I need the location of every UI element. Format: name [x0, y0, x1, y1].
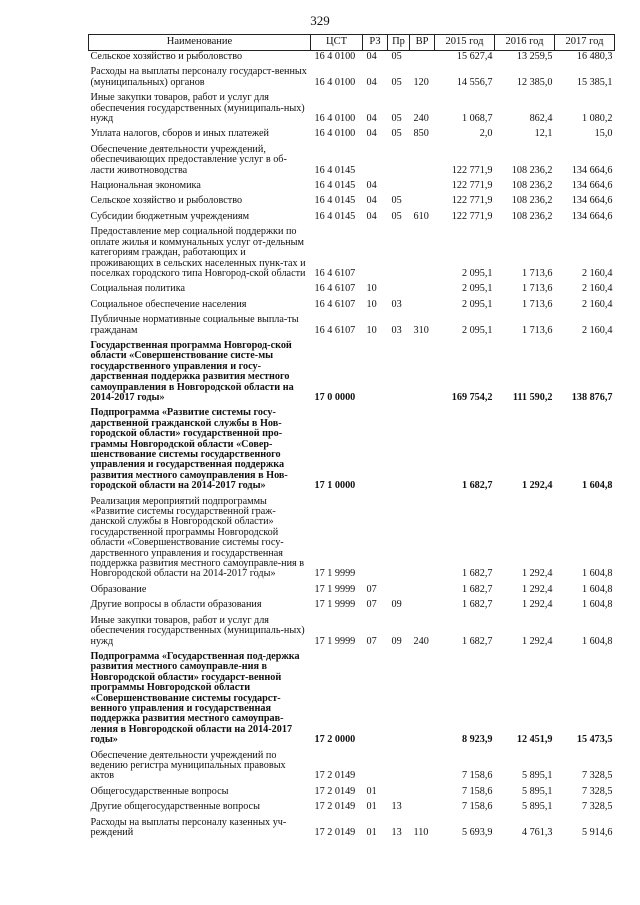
- row-pr-cell: 05: [391, 210, 402, 222]
- row-2016-cell: 1 292,4: [521, 583, 553, 595]
- row-2015-cell: 2,0: [479, 128, 493, 140]
- row-cst-cell: 16 4 6107: [314, 298, 356, 310]
- row-2017-cell: 7 328,5: [581, 801, 613, 813]
- table-row: [89, 649, 615, 748]
- row-pr-cell: 05: [391, 128, 402, 140]
- row-vr-cell: [410, 494, 435, 582]
- row-vr-cell: [410, 405, 435, 493]
- row-2015-cell: 2 095,1: [461, 267, 493, 279]
- row-2016-cell: 1 292,4: [521, 568, 553, 580]
- row-2017-cell: 134 664,6: [571, 210, 613, 222]
- row-name-cell: Расходы на выплаты персоналу казенных уч-реждений: [90, 816, 287, 838]
- table-row: [89, 582, 615, 597]
- column-header-2015: 2015 год: [435, 35, 495, 51]
- row-vr-cell: [410, 597, 435, 612]
- row-rz-cell: 07: [366, 635, 377, 647]
- table-row: [89, 90, 615, 126]
- row-rz-cell: 10: [366, 298, 377, 310]
- column-header-vr: ВР: [410, 35, 435, 51]
- row-2016-cell: 108 236,2: [511, 210, 553, 222]
- column-header-name: Наименование: [89, 35, 311, 51]
- row-2016-cell: 1 292,4: [521, 635, 553, 647]
- row-2017-cell: 1 080,2: [581, 113, 613, 125]
- row-2015-cell: 1 682,7: [461, 635, 493, 647]
- row-cst-cell: 17 1 9999: [314, 599, 356, 611]
- table-row: [89, 405, 615, 493]
- row-pr-cell: [388, 224, 410, 281]
- table-row: [89, 799, 615, 814]
- table-body: [89, 51, 615, 841]
- table-row: [89, 281, 615, 296]
- row-name-cell: Субсидии бюджетным учреждениям: [90, 210, 250, 222]
- row-rz-cell: 01: [366, 801, 377, 813]
- row-name-cell: Социальная политика: [90, 283, 186, 295]
- row-2016-cell: 1 713,6: [521, 298, 553, 310]
- row-2015-cell: 1 682,7: [461, 599, 493, 611]
- page-number: 329: [310, 13, 330, 28]
- row-2015-cell: 1 682,7: [461, 583, 493, 595]
- row-vr-cell: [410, 297, 435, 312]
- row-2016-cell: 1 713,6: [521, 283, 553, 295]
- table-row: [89, 224, 615, 281]
- row-name-cell: Расходы на выплаты персоналу государст-венных (муниципальных) органов: [90, 66, 307, 88]
- row-cst-cell: 16 4 0145: [314, 195, 356, 207]
- row-name-cell: Подпрограмма «Государственная под-держка развития местного самоуправле-ния в Новгородской области» государст-венной программы Новгородской области «Совершенствование системы государст-венного управления и государственная поддержка развития местного самоуправ-ления в Новгородской области на 2014-2017 годы»: [90, 650, 300, 746]
- row-cst-cell: 17 2 0000: [314, 734, 356, 746]
- row-2016-cell: 108 236,2: [511, 180, 553, 192]
- row-pr-cell: [388, 281, 410, 296]
- row-2017-cell: 1 604,8: [581, 599, 613, 611]
- row-cst-cell: 17 0 0000: [314, 391, 356, 403]
- row-vr-cell: 240: [413, 113, 429, 125]
- row-cst-cell: 16 4 0145: [314, 210, 356, 222]
- table-row: [89, 209, 615, 224]
- row-name-cell: Публичные нормативные социальные выпла-ты гражданам: [90, 314, 299, 336]
- row-2015-cell: 122 771,9: [451, 164, 493, 176]
- row-2016-cell: 13 259,5: [516, 51, 553, 62]
- row-pr-cell: [388, 649, 410, 748]
- row-name-cell: Сельское хозяйство и рыболовство: [90, 51, 243, 62]
- table-row: [89, 748, 615, 784]
- row-2016-cell: 1 292,4: [521, 599, 553, 611]
- row-cst-cell: 16 4 6107: [314, 267, 356, 279]
- row-pr-cell: 03: [391, 298, 402, 310]
- row-name-cell: Обеспечение деятельности учреждений, обеспечивающих предоставление услуг в об-ласти животноводства: [90, 143, 287, 176]
- row-name-cell: Иные закупки товаров, работ и услуг для обеспечения государственных (муниципаль-ных) нужд: [90, 614, 305, 647]
- row-2015-cell: 7 158,6: [461, 785, 493, 797]
- row-rz-cell: 04: [366, 180, 377, 192]
- row-2015-cell: 122 771,9: [451, 180, 493, 192]
- row-pr-cell: [388, 338, 410, 405]
- row-cst-cell: 16 4 0100: [314, 113, 356, 125]
- row-pr-cell: [388, 405, 410, 493]
- row-name-cell: Иные закупки товаров, работ и услуг для обеспечения государственных (муниципаль-ных) нужд: [90, 92, 305, 125]
- row-2017-cell: 2 160,4: [581, 283, 613, 295]
- row-cst-cell: 17 1 9999: [314, 635, 356, 647]
- row-rz-cell: [363, 224, 388, 281]
- row-2016-cell: 108 236,2: [511, 195, 553, 207]
- row-cst-cell: 17 2 0149: [314, 770, 356, 782]
- row-2016-cell: 108 236,2: [511, 164, 553, 176]
- column-header-pr: Пр: [388, 35, 410, 51]
- row-rz-cell: 04: [366, 113, 377, 125]
- row-2015-cell: 14 556,7: [456, 76, 493, 88]
- row-2015-cell: 1 682,7: [461, 480, 493, 492]
- row-name-cell: Другие общегосударственные вопросы: [90, 801, 260, 813]
- row-2017-cell: 15 385,1: [576, 76, 613, 88]
- row-pr-cell: [388, 784, 410, 799]
- row-cst-cell: 17 1 9999: [314, 583, 356, 595]
- table-row: [89, 64, 615, 90]
- row-cst-cell: 16 4 0145: [314, 180, 356, 192]
- table-row: [89, 784, 615, 799]
- row-2017-cell: 1 604,8: [581, 583, 613, 595]
- table-row: [89, 126, 615, 141]
- row-rz-cell: [363, 494, 388, 582]
- row-2016-cell: 5 895,1: [521, 801, 553, 813]
- row-vr-cell: 850: [413, 128, 429, 140]
- row-vr-cell: [410, 784, 435, 799]
- table-header-row: [89, 35, 615, 51]
- row-rz-cell: 01: [366, 785, 377, 797]
- row-name-cell: Государственная программа Новгород-ской области «Совершенствование систе-мы государственного управления и госу-дарственная поддержка развития местного самоуправления в Новгородской области на 2014-2017 годы»: [90, 339, 294, 403]
- row-rz-cell: 01: [366, 827, 377, 838]
- row-name-cell: Социальное обеспечение населения: [90, 298, 247, 310]
- row-2017-cell: 15 473,5: [576, 734, 613, 746]
- row-rz-cell: 04: [366, 76, 377, 88]
- row-2015-cell: 1 068,7: [461, 113, 493, 125]
- table-row: [89, 178, 615, 193]
- table-row: [89, 338, 615, 405]
- table-row: [89, 51, 615, 65]
- column-header-2017: 2017 год: [555, 35, 615, 51]
- row-cst-cell: 16 4 6107: [314, 324, 356, 336]
- row-name-cell: Образование: [90, 583, 147, 595]
- row-vr-cell: 610: [413, 210, 429, 222]
- row-2017-cell: 7 328,5: [581, 770, 613, 782]
- row-name-cell: Подпрограмма «Развитие системы госу-дарственной гражданской службы в Нов-городской области» государственной про-граммы Новгородской области «Совер-шенствование системы государственного управления и государственная поддержка развития местного самоуправления в Нов-городской области на 2014-2017 годы»: [90, 407, 288, 492]
- row-2015-cell: 122 771,9: [451, 195, 493, 207]
- row-vr-cell: [410, 193, 435, 208]
- column-header-2016: 2016 год: [495, 35, 555, 51]
- row-2015-cell: 15 627,4: [456, 51, 493, 62]
- row-pr-cell: 05: [391, 113, 402, 125]
- table-row: [89, 142, 615, 178]
- row-rz-cell: 04: [366, 210, 377, 222]
- row-name-cell: Обеспечение деятельности учреждений по ведению регистра муниципальных правовых актов: [90, 749, 286, 782]
- row-2015-cell: 2 095,1: [461, 283, 493, 295]
- row-2015-cell: 2 095,1: [461, 324, 493, 336]
- row-2015-cell: 7 158,6: [461, 770, 493, 782]
- row-2016-cell: 862,4: [529, 113, 553, 125]
- row-rz-cell: [363, 649, 388, 748]
- row-cst-cell: 17 1 0000: [314, 480, 356, 492]
- table-row: [89, 613, 615, 649]
- row-2016-cell: 5 895,1: [521, 770, 553, 782]
- row-pr-cell: [388, 142, 410, 178]
- row-2017-cell: 7 328,5: [581, 785, 613, 797]
- row-2017-cell: 134 664,6: [571, 164, 613, 176]
- row-vr-cell: [410, 281, 435, 296]
- row-pr-cell: 05: [391, 195, 402, 207]
- row-vr-cell: [410, 649, 435, 748]
- row-vr-cell: [410, 51, 435, 65]
- row-vr-cell: [410, 748, 435, 784]
- row-2017-cell: 134 664,6: [571, 180, 613, 192]
- row-pr-cell: [388, 178, 410, 193]
- row-pr-cell: [388, 582, 410, 597]
- row-2017-cell: 1 604,8: [581, 635, 613, 647]
- row-name-cell: Национальная экономика: [90, 180, 201, 192]
- row-pr-cell: 13: [391, 801, 402, 813]
- row-cst-cell: 16 4 0145: [314, 164, 356, 176]
- row-pr-cell: [388, 494, 410, 582]
- row-2016-cell: 111 590,2: [512, 391, 553, 403]
- row-pr-cell: 05: [391, 51, 402, 62]
- row-2015-cell: 7 158,6: [461, 801, 493, 813]
- row-pr-cell: 09: [391, 635, 402, 647]
- row-cst-cell: 16 4 0100: [314, 128, 356, 140]
- row-2015-cell: 8 923,9: [461, 734, 493, 746]
- row-rz-cell: [363, 338, 388, 405]
- row-name-cell: Реализация мероприятий подпрограммы «Развитие системы государственной граж-данской службы в Новгородской области» государственной программы Новгородской области «Совершенствование системы госу-дарственного управления и государственная поддержка развития местного самоуправле-ния в Новгородской области на 2014-2017 годы»: [90, 495, 305, 580]
- table-row: [89, 297, 615, 312]
- row-cst-cell: 17 2 0149: [314, 801, 356, 813]
- row-cst-cell: 16 4 0100: [314, 76, 356, 88]
- row-2016-cell: 1 713,6: [521, 324, 553, 336]
- row-2016-cell: 1 713,6: [521, 267, 553, 279]
- row-rz-cell: 04: [366, 51, 377, 62]
- row-2015-cell: 169 754,2: [451, 391, 493, 403]
- row-2017-cell: 1 604,8: [581, 568, 613, 580]
- row-2016-cell: 12,1: [534, 128, 553, 140]
- row-cst-cell: 16 4 6107: [314, 283, 356, 295]
- row-pr-cell: 03: [391, 324, 402, 336]
- row-2016-cell: 12 385,0: [516, 76, 553, 88]
- row-2017-cell: 5 914,6: [581, 827, 613, 838]
- row-2015-cell: 2 095,1: [461, 298, 493, 310]
- row-2017-cell: 1 604,8: [581, 480, 613, 492]
- row-vr-cell: [410, 582, 435, 597]
- row-2017-cell: 2 160,4: [581, 267, 613, 279]
- row-2017-cell: 2 160,4: [581, 298, 613, 310]
- row-rz-cell: [363, 142, 388, 178]
- row-cst-cell: 17 2 0149: [314, 785, 356, 797]
- row-name-cell: Общегосударственные вопросы: [90, 785, 229, 797]
- row-rz-cell: [363, 748, 388, 784]
- row-name-cell: Предоставление мер социальной поддержки по оплате жилья и коммунальных услуг от-дельным категориям граждан, работающих и проживающих в сельских населенных пунк-тах и поселках городского типа Новгород-ской области: [90, 226, 306, 279]
- row-2017-cell: 138 876,7: [571, 391, 613, 403]
- row-rz-cell: 10: [366, 283, 377, 295]
- row-vr-cell: [410, 799, 435, 814]
- row-2017-cell: 16 480,3: [576, 51, 613, 62]
- row-2016-cell: 1 292,4: [521, 480, 553, 492]
- column-header-rz: РЗ: [363, 35, 388, 51]
- row-vr-cell: 240: [413, 635, 429, 647]
- row-name-cell: Сельское хозяйство и рыболовство: [90, 195, 243, 207]
- row-rz-cell: 07: [366, 583, 377, 595]
- row-rz-cell: 04: [366, 128, 377, 140]
- table-row: [89, 494, 615, 582]
- row-2017-cell: 15,0: [594, 128, 613, 140]
- table-row: [89, 193, 615, 208]
- row-pr-cell: [388, 748, 410, 784]
- table-row: [89, 815, 615, 841]
- row-2017-cell: 134 664,6: [571, 195, 613, 207]
- row-vr-cell: 120: [413, 76, 429, 88]
- row-pr-cell: 09: [391, 599, 402, 611]
- row-2015-cell: 122 771,9: [451, 210, 493, 222]
- row-pr-cell: 05: [391, 76, 402, 88]
- row-vr-cell: [410, 338, 435, 405]
- row-rz-cell: [363, 405, 388, 493]
- row-vr-cell: [410, 178, 435, 193]
- row-name-cell: Уплата налогов, сборов и иных платежей: [90, 128, 269, 140]
- row-2016-cell: 5 895,1: [521, 785, 553, 797]
- row-rz-cell: 10: [366, 324, 377, 336]
- row-2017-cell: 2 160,4: [581, 324, 613, 336]
- row-vr-cell: [410, 224, 435, 281]
- row-2015-cell: 5 693,9: [461, 827, 493, 838]
- row-rz-cell: 07: [366, 599, 377, 611]
- row-vr-cell: 110: [413, 827, 429, 838]
- row-cst-cell: 16 4 0100: [314, 51, 356, 62]
- row-2016-cell: 4 761,3: [521, 827, 553, 838]
- row-vr-cell: [410, 142, 435, 178]
- row-2015-cell: 1 682,7: [461, 568, 493, 580]
- table-row: [89, 597, 615, 612]
- row-vr-cell: 310: [413, 324, 429, 336]
- table-row: [89, 312, 615, 338]
- budget-table: [88, 34, 615, 840]
- row-cst-cell: 17 1 9999: [314, 568, 356, 580]
- column-header-cst: ЦСТ: [311, 35, 363, 51]
- row-name-cell: Другие вопросы в области образования: [90, 599, 262, 611]
- row-rz-cell: 04: [366, 195, 377, 207]
- row-cst-cell: 17 2 0149: [314, 827, 356, 838]
- row-2016-cell: 12 451,9: [516, 734, 553, 746]
- row-pr-cell: 13: [391, 827, 402, 838]
